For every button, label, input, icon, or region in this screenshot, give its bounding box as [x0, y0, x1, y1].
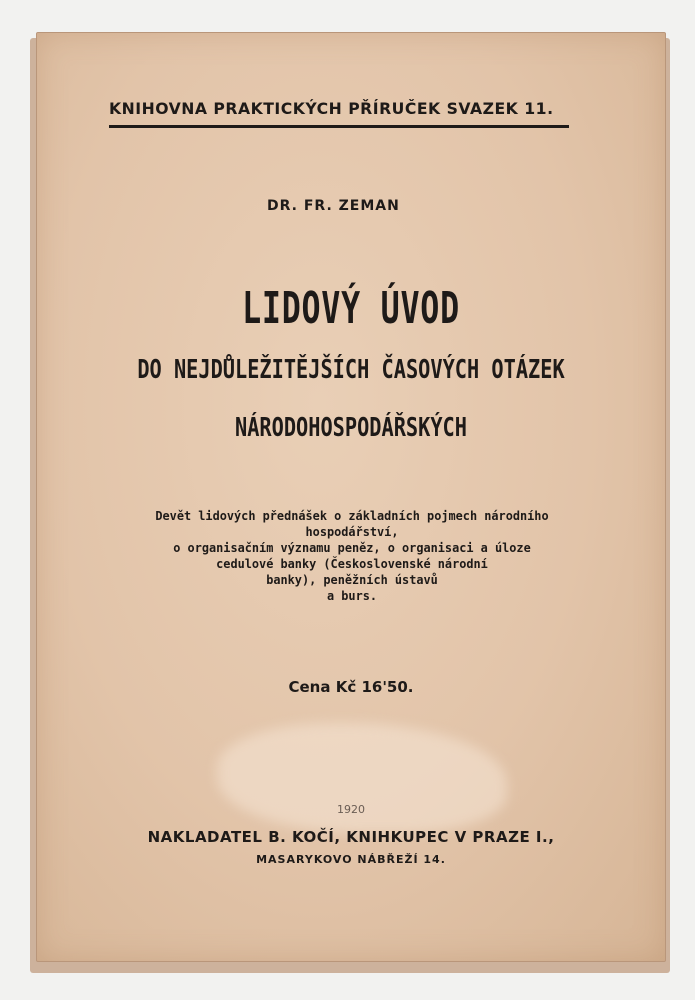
description-line: cedulové banky (Československé národní	[216, 556, 488, 571]
description-line: o organisačním významu peněz, o organisaci a úloze	[173, 540, 531, 555]
publication-year: 1920	[337, 803, 365, 816]
publisher-address: MASARYKOVO NÁBŘEŽÍ 14.	[256, 853, 446, 866]
series-rule	[109, 125, 569, 128]
description-line: Devět lidových přednášek o základních pojmech národního hospodářství,	[155, 508, 549, 539]
title-line-3: NÁRODOHOSPODÁŘSKÝCH	[234, 413, 467, 443]
description	[119, 508, 585, 604]
series-title: KNIHOVNA PRAKTICKÝCH PŘÍRUČEK SVAZEK 11.	[109, 99, 554, 118]
author: DR. FR. ZEMAN	[267, 198, 400, 214]
price: Cena Kč 16'50.	[288, 678, 414, 696]
title-line-1: LIDOVÝ ÚVOD	[242, 283, 460, 334]
paper-stain	[217, 723, 507, 833]
title-line-2: DO NEJDŮLEŽITĚJŠÍCH ČASOVÝCH OTÁZEK	[137, 355, 565, 385]
book-cover	[36, 32, 666, 962]
publisher: NAKLADATEL B. KOČÍ, KNIHKUPEC V PRAZE I.,	[147, 828, 555, 846]
description-line: a burs.	[326, 588, 378, 603]
description-line: banky), peněžních ústavů	[266, 572, 438, 587]
